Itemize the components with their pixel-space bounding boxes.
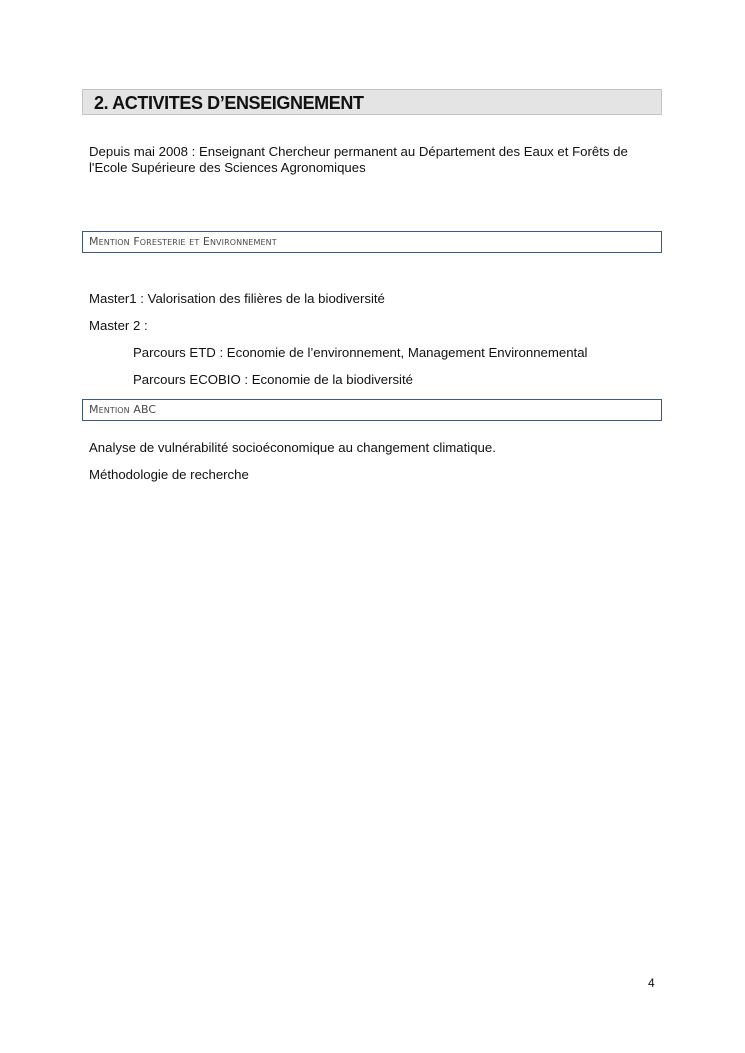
master2-line: Master 2 :	[89, 318, 148, 333]
section-title: 2. ACTIVITES D’ENSEIGNEMENT	[82, 89, 662, 115]
mention-abc-heading: Mention ABC	[82, 399, 662, 421]
intro-paragraph: Depuis mai 2008 : Enseignant Chercheur permanent au Département des Eaux et Forêts de l'Ecole Supérieure des Sciences Agronomiques	[89, 144, 628, 175]
mention-foresterie-heading: Mention Foresterie et Environnement	[82, 231, 662, 253]
page-number: 4	[648, 976, 655, 990]
abc-item-vulnerabilite: Analyse de vulnérabilité socioéconomique au changement climatique.	[89, 440, 496, 455]
master1-line: Master1 : Valorisation des filières de la biodiversité	[89, 291, 385, 306]
abc-item-methodologie: Méthodologie de recherche	[89, 467, 249, 482]
parcours-etd-line: Parcours ETD : Economie de l’environnement, Management Environnemental	[133, 345, 588, 360]
parcours-ecobio-line: Parcours ECOBIO : Economie de la biodiversité	[133, 372, 413, 387]
